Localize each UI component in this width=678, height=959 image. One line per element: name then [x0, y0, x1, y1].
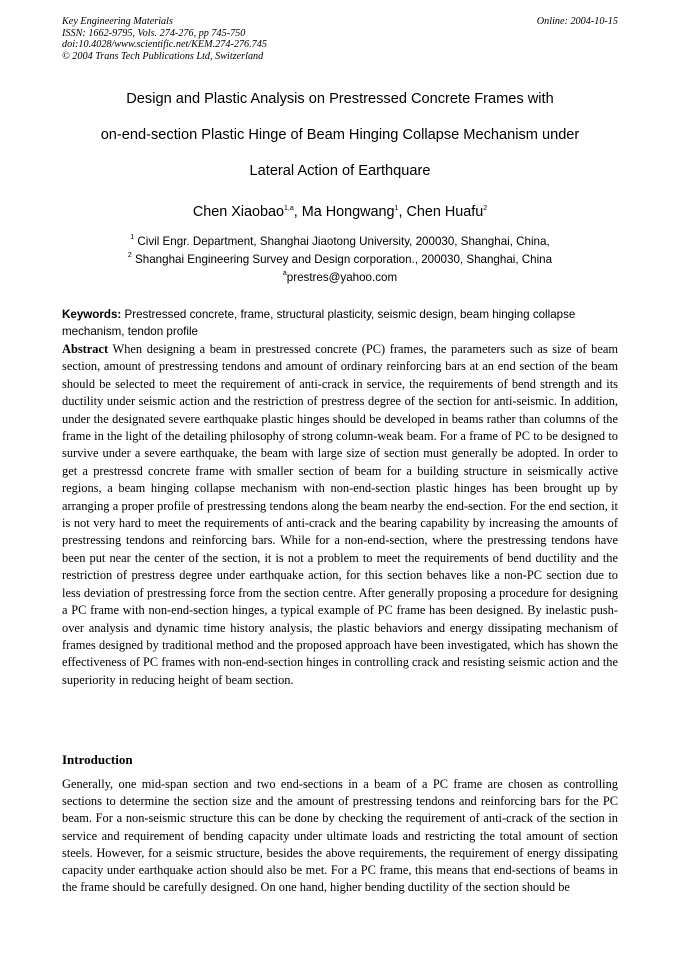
- doi-line: doi:10.4028/www.scientific.net/KEM.274-276.745: [62, 39, 267, 50]
- introduction-text: Generally, one mid-span section and two end-sections in a beam of a PC frame are chosen as controlling sections to determine the section size and the amount of prestressing tendons and reinforcing bars for the PC beam. For a non-seismic structure this can be done by checking the requirement of anti-crack of the section in service and requirement of bending capacity under ultimate loads and restricting the total amount of section steels. However, for a seismic structure, besides the above requirements, the requirement of energy dissipating capacity under earthquake action should also be met. For a PC frame, this means that end-sections of beams in the frame should be carefully designed. On one hand, higher bending ductility of the section should be: [62, 777, 618, 895]
- keywords-label: Keywords:: [62, 308, 122, 321]
- journal-name: Key Engineering Materials: [62, 16, 173, 27]
- running-header: [62, 16, 618, 62]
- online-date: Online: 2004-10-15: [536, 16, 618, 27]
- author-email: $^a$prestres@yahoo.com: [282, 270, 398, 284]
- author-1-affil: 1,a: [284, 205, 294, 212]
- affiliation-1: $^1$ Civil Engr. Department, Shanghai Jiaotong University, 200030, Shanghai, China,: [130, 234, 550, 248]
- affiliation-2: $^2$ Shanghai Engineering Survey and Design corporation., 200030, Shanghai, China: [127, 252, 553, 266]
- author-2: Ma Hongwang: [301, 204, 395, 220]
- paper-title-line-1: Design and Plastic Analysis on Prestressed Concrete Frames with: [126, 91, 554, 107]
- paper-title-line-3: Lateral Action of Earthquare: [249, 163, 431, 179]
- abstract-block: [62, 341, 618, 689]
- introduction-heading: Introduction: [62, 752, 133, 767]
- copyright-line: © 2004 Trans Tech Publications Ltd, Switzerland: [62, 50, 264, 62]
- abstract-label: Abstract: [62, 342, 109, 356]
- author-list: Chen Xiaobao$^{1,a}$, Ma Hongwang$^1$, Chen Huafu$^2$: [192, 204, 488, 220]
- keywords-text: Prestressed concrete, frame, structural plasticity, seismic design, beam hinging collapse mechanism, tendon profile: [62, 308, 576, 338]
- paper-title-line-2: on-end-section Plastic Hinge of Beam Hinging Collapse Mechanism under: [100, 127, 580, 143]
- author-3-affil: 2: [483, 205, 488, 212]
- keywords-block: [62, 306, 618, 340]
- author-2-affil: 1: [394, 205, 399, 212]
- author-3: Chen Huafu: [406, 204, 484, 220]
- issn-line: ISSN: 1662-9795, Vols. 274-276, pp 745-750: [62, 27, 246, 39]
- author-1: Chen Xiaobao: [192, 204, 285, 220]
- abstract-text: When designing a beam in prestressed concrete (PC) frames, the parameters such as size of beam section, amount of prestressing tendons and amount of ordinary reinforcing bars at an end section of the beam should be selected to meet the requirement of anti-crack in service, the requirements of bend strength and its ductility under seismic action and the restriction of prestress degree of the section for anti-seismic. In addition, under the designated severe earthquake plastic hinges should be developed in beams rather than columns of the frame in the light of the detailing philosophy of strong column-weak beam. For a frame of PC to be designed to survive under a severe earthquake, the beam with large size of section must generally be adopted. In order to get a prestressd concrete frame with smaller section of beam for a building structure in seismically active regions, a beam hinging collapse mechanism with non-end-section plastic hinges has been brought up by arranging a proper profile of prestressing tendons along the beam nearby the end-section. For the end section, it is not very hard to meet the requirements of anti-crack and the bearing capability by increasing the amounts of prestressing tendons and reinforcing bars. While for a non-end-section, where the prestressing tendons have been put near the center of the section, it is not a problem to meet the requirements of bend ductility and the restriction of prestress degree under earthquake action, for this section behaves like a non-PC section due to less deviation of prestressing force from the section centre. After generally proposing a procedure for designing a PC frame with non-end-section hinges, a typical example of PC frame has been designed. By inelastic push-over analysis and dynamic time history analysis, the plastic behaviors and energy dissipating mechanism of frames designed by traditional method and the proposed approach have been investigated, which has shown the effectiveness of PC frames with non-end-section hinges in controlling crack and resisting seismic action and the superiority in reducing height of beam section.: [62, 342, 618, 687]
